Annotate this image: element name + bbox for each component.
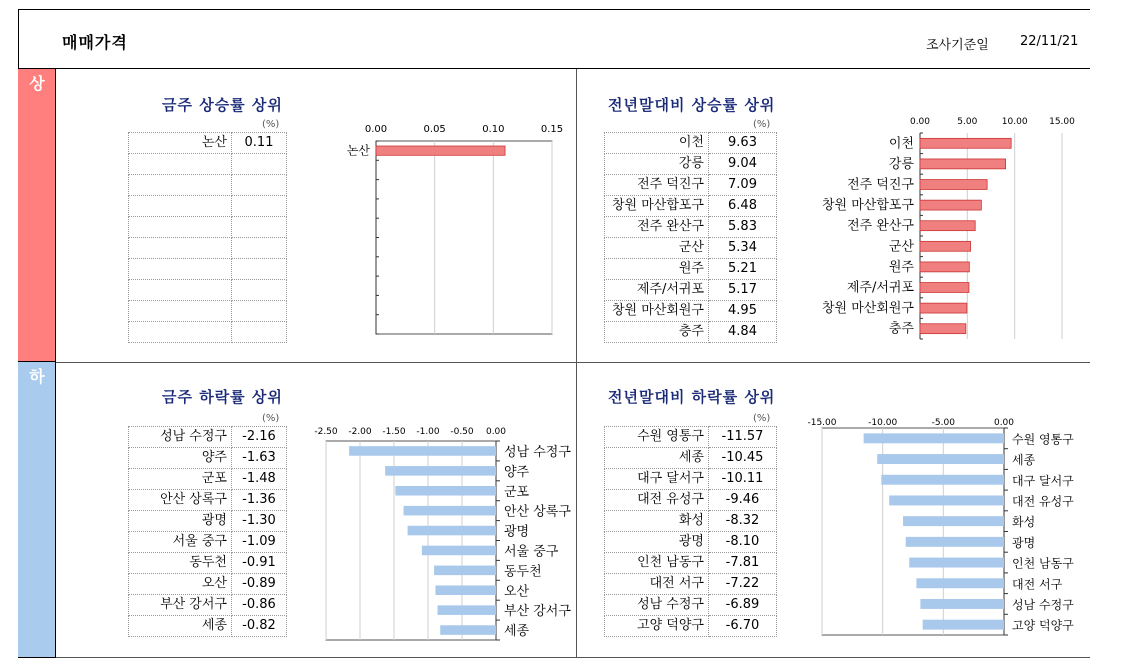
- region-name-cell: 대구 달서구: [605, 469, 709, 490]
- rate-value-cell: -8.10: [709, 532, 777, 553]
- x-tick-label: 0.05: [423, 124, 446, 135]
- ytd-fall-table: [604, 426, 777, 637]
- week-fall-title: 금주 하락률 상위: [162, 388, 283, 406]
- week-fall-unit: (%): [262, 413, 280, 424]
- ytd-fall-unit: (%): [753, 413, 771, 424]
- rate-value-cell: -7.81: [709, 553, 777, 574]
- region-name-cell: 오산: [129, 574, 232, 595]
- x-tick-label: -0.50: [450, 427, 474, 437]
- bar: [440, 625, 496, 635]
- rate-value-cell: 5.21: [709, 259, 777, 280]
- table-row: [605, 322, 777, 343]
- bar: [916, 578, 1004, 588]
- bar: [435, 585, 496, 595]
- rate-value-cell: -1.30: [232, 511, 287, 532]
- region-name-cell: [129, 154, 232, 175]
- rise-band-label: 상: [29, 74, 45, 93]
- category-label: 성남 수정구: [504, 444, 571, 460]
- bar: [906, 537, 1004, 547]
- rate-value-cell: [232, 154, 287, 175]
- table-row: [605, 301, 777, 322]
- ytd-rise-unit: (%): [753, 119, 771, 130]
- region-name-cell: [129, 322, 232, 343]
- region-name-cell: [129, 238, 232, 259]
- week-fall-table: [128, 426, 287, 637]
- x-tick-label: 0.10: [482, 124, 505, 135]
- ytd-rise-table: [604, 132, 777, 343]
- bar: [920, 262, 969, 272]
- region-name-cell: 고양 덕양구: [605, 616, 709, 637]
- table-row: [605, 553, 777, 574]
- region-name-cell: [129, 259, 232, 280]
- category-label: 광명: [1012, 535, 1036, 550]
- rate-value-cell: [232, 322, 287, 343]
- bar: [920, 324, 966, 334]
- rate-value-cell: -9.46: [709, 490, 777, 511]
- ytd-fall-chart: [796, 413, 1084, 638]
- category-label: 군포: [504, 484, 530, 500]
- rate-value-cell: -0.89: [232, 574, 287, 595]
- region-name-cell: 원주: [605, 259, 709, 280]
- rate-value-cell: [232, 238, 287, 259]
- x-tick-label: 0.00: [364, 124, 388, 135]
- week-rise-table: [128, 132, 287, 343]
- ytd-rise-chart: [790, 112, 1075, 342]
- category-label: 대전 유성구: [1012, 494, 1074, 509]
- category-label: 강릉: [888, 156, 914, 172]
- ytd-rise-title: 전년말대비 상승률 상위: [608, 96, 776, 114]
- table-row: [129, 448, 287, 469]
- table-row: [129, 595, 287, 616]
- table-row: [129, 469, 287, 490]
- category-label: 원주: [888, 259, 914, 275]
- bar: [920, 180, 987, 190]
- table-row: [129, 154, 287, 175]
- category-label: 세종: [504, 624, 530, 640]
- category-label: 대구 달서구: [1012, 473, 1074, 488]
- fall-band-label: 하: [29, 367, 45, 386]
- region-name-cell: 창원 마산회원구: [605, 301, 709, 322]
- page-title: 매매가격: [62, 33, 128, 52]
- region-name-cell: 군포: [129, 469, 232, 490]
- table-row: [129, 238, 287, 259]
- rate-value-cell: 5.83: [709, 217, 777, 238]
- table-row: [605, 259, 777, 280]
- category-label: 제주/서귀포: [846, 280, 914, 296]
- table-row: [129, 427, 287, 448]
- bar: [920, 159, 1006, 169]
- table-row: [129, 196, 287, 217]
- table-row: [129, 301, 287, 322]
- rate-value-cell: 6.48: [709, 196, 777, 217]
- rate-value-cell: [232, 301, 287, 322]
- region-name-cell: [129, 196, 232, 217]
- table-row: [129, 574, 287, 595]
- rate-value-cell: -0.86: [232, 595, 287, 616]
- region-name-cell: 성남 수정구: [605, 595, 709, 616]
- x-tick-label: -1.50: [382, 427, 406, 437]
- bar: [408, 526, 496, 536]
- rate-value-cell: -1.36: [232, 490, 287, 511]
- category-label: 전주 덕진구: [847, 177, 914, 193]
- region-name-cell: 전주 덕진구: [605, 175, 709, 196]
- bar: [920, 221, 975, 231]
- table-row: [605, 427, 777, 448]
- rise-band: [18, 69, 56, 362]
- bar: [889, 495, 1004, 505]
- bar: [349, 446, 496, 456]
- category-label: 창원 마산합포구: [821, 198, 914, 214]
- table-row: [605, 448, 777, 469]
- rate-value-cell: [232, 259, 287, 280]
- category-label: 군산: [888, 239, 914, 255]
- rate-value-cell: [232, 196, 287, 217]
- category-label: 대전 서구: [1012, 577, 1063, 592]
- bar: [920, 303, 967, 313]
- table-row: [129, 553, 287, 574]
- rate-value-cell: -10.45: [709, 448, 777, 469]
- bar: [434, 566, 496, 576]
- x-tick-label: 5.00: [957, 117, 978, 127]
- table-row: [605, 133, 777, 154]
- bar: [920, 283, 969, 293]
- bar: [864, 433, 1004, 443]
- table-row: [605, 154, 777, 175]
- table-row: [129, 175, 287, 196]
- category-label: 양주: [504, 464, 530, 480]
- bar: [404, 506, 496, 516]
- rate-value-cell: -11.57: [709, 427, 777, 448]
- x-tick-label: -10.00: [868, 418, 898, 428]
- bar: [920, 138, 1011, 148]
- category-label: 성남 수정구: [1012, 597, 1074, 612]
- region-name-cell: 대전 유성구: [605, 490, 709, 511]
- region-name-cell: 수원 영통구: [605, 427, 709, 448]
- region-name-cell: 제주/서귀포: [605, 280, 709, 301]
- rate-value-cell: 9.04: [709, 154, 777, 175]
- table-row: [129, 616, 287, 637]
- category-label: 인천 남동구: [1012, 556, 1074, 571]
- category-label: 오산: [504, 584, 530, 600]
- region-name-cell: [129, 280, 232, 301]
- bar: [920, 241, 971, 251]
- rate-value-cell: -1.48: [232, 469, 287, 490]
- x-tick-label: -2.50: [314, 427, 338, 437]
- bar: [376, 146, 505, 155]
- rate-value-cell: -0.91: [232, 553, 287, 574]
- table-row: [605, 574, 777, 595]
- bar: [903, 516, 1004, 526]
- bar: [920, 599, 1004, 609]
- bar: [909, 558, 1004, 568]
- category-label: 안산 상록구: [504, 504, 571, 520]
- table-row: [129, 217, 287, 238]
- table-row: [605, 469, 777, 490]
- table-row: [605, 511, 777, 532]
- region-name-cell: 이천: [605, 133, 709, 154]
- x-tick-label: 0.00: [485, 427, 507, 437]
- table-row: [605, 217, 777, 238]
- bar: [881, 475, 1004, 485]
- region-name-cell: 전주 완산구: [605, 217, 709, 238]
- x-tick-label: -1.00: [416, 427, 440, 437]
- rate-value-cell: 9.63: [709, 133, 777, 154]
- region-name-cell: [129, 217, 232, 238]
- bar: [395, 486, 496, 496]
- region-name-cell: 세종: [605, 448, 709, 469]
- category-label: 서울 중구: [504, 544, 559, 560]
- x-tick-label: -2.00: [348, 427, 372, 437]
- bar: [422, 546, 496, 556]
- rate-value-cell: 0.11: [232, 133, 287, 154]
- grid-divider-horizontal: [56, 362, 1090, 363]
- category-label: 창원 마산회원구: [821, 301, 914, 317]
- rate-value-cell: -2.16: [232, 427, 287, 448]
- rate-value-cell: -6.89: [709, 595, 777, 616]
- rate-value-cell: 4.95: [709, 301, 777, 322]
- table-row: [605, 175, 777, 196]
- rate-value-cell: 5.34: [709, 238, 777, 259]
- week-rise-title: 금주 상승률 상위: [162, 96, 283, 114]
- region-name-cell: 성남 수정구: [129, 427, 232, 448]
- fall-band: [18, 362, 56, 658]
- category-label: 이천: [888, 136, 914, 152]
- table-row: [129, 322, 287, 343]
- x-tick-label: -15.00: [807, 418, 837, 428]
- plot-frame: [376, 141, 552, 334]
- bar: [920, 200, 981, 210]
- table-row: [605, 196, 777, 217]
- rate-value-cell: -1.63: [232, 448, 287, 469]
- category-label: 전주 완산구: [847, 218, 914, 234]
- category-label: 광명: [504, 524, 530, 540]
- region-name-cell: 광명: [605, 532, 709, 553]
- table-row: [605, 490, 777, 511]
- x-tick-label: 0.00: [909, 117, 931, 127]
- x-tick-label: 0.00: [993, 418, 1015, 428]
- category-label: 충주: [888, 321, 914, 337]
- rate-value-cell: -0.82: [232, 616, 287, 637]
- week-rise-chart: [300, 115, 572, 345]
- category-label: 화성: [1012, 515, 1036, 530]
- grid-divider-vertical: [576, 69, 577, 658]
- category-label: 수원 영통구: [1012, 432, 1074, 447]
- region-name-cell: 안산 상록구: [129, 490, 232, 511]
- table-row: [129, 133, 287, 154]
- category-label: 동두천: [504, 564, 542, 580]
- x-tick-label: 15.00: [1049, 117, 1075, 127]
- table-row: [129, 490, 287, 511]
- table-row: [605, 616, 777, 637]
- table-row: [605, 532, 777, 553]
- bar: [923, 620, 1004, 630]
- region-name-cell: 세종: [129, 616, 232, 637]
- table-row: [129, 280, 287, 301]
- survey-date: 22/11/21: [1020, 34, 1079, 49]
- rate-value-cell: [232, 175, 287, 196]
- bar: [877, 454, 1004, 464]
- bar: [438, 605, 496, 615]
- table-row: [129, 259, 287, 280]
- x-tick-label: -5.00: [931, 418, 955, 428]
- region-name-cell: 군산: [605, 238, 709, 259]
- table-row: [605, 595, 777, 616]
- rate-value-cell: -10.11: [709, 469, 777, 490]
- region-name-cell: 화성: [605, 511, 709, 532]
- region-name-cell: 서울 중구: [129, 532, 232, 553]
- region-name-cell: 인천 남동구: [605, 553, 709, 574]
- rate-value-cell: -7.22: [709, 574, 777, 595]
- survey-date-label: 조사기준일: [926, 38, 989, 53]
- rate-value-cell: [232, 280, 287, 301]
- category-label: 고양 덕양구: [1012, 618, 1074, 633]
- rate-value-cell: 4.84: [709, 322, 777, 343]
- ytd-fall-title: 전년말대비 하락률 상위: [608, 388, 776, 406]
- region-name-cell: 동두천: [129, 553, 232, 574]
- region-name-cell: 광명: [129, 511, 232, 532]
- rate-value-cell: -6.70: [709, 616, 777, 637]
- category-label: 세종: [1012, 453, 1036, 468]
- category-label: 논산: [346, 143, 370, 158]
- x-tick-label: 10.00: [1001, 117, 1028, 127]
- region-name-cell: [129, 175, 232, 196]
- rate-value-cell: -1.09: [232, 532, 287, 553]
- region-name-cell: 대전 서구: [605, 574, 709, 595]
- rate-value-cell: -8.32: [709, 511, 777, 532]
- bar: [385, 466, 496, 476]
- region-name-cell: 창원 마산합포구: [605, 196, 709, 217]
- region-name-cell: 강릉: [605, 154, 709, 175]
- table-row: [605, 238, 777, 259]
- region-name-cell: 양주: [129, 448, 232, 469]
- grid-divider-bottom: [56, 657, 1090, 658]
- rate-value-cell: 7.09: [709, 175, 777, 196]
- category-label: 부산 강서구: [504, 604, 571, 620]
- x-tick-label: 0.15: [540, 124, 564, 135]
- week-rise-unit: (%): [262, 119, 280, 130]
- region-name-cell: 부산 강서구: [129, 595, 232, 616]
- table-row: [129, 532, 287, 553]
- rate-value-cell: [232, 217, 287, 238]
- region-name-cell: 충주: [605, 322, 709, 343]
- rate-value-cell: 5.17: [709, 280, 777, 301]
- region-name-cell: [129, 301, 232, 322]
- table-row: [129, 511, 287, 532]
- table-row: [605, 280, 777, 301]
- week-fall-chart: [300, 420, 576, 645]
- region-name-cell: 논산: [129, 133, 232, 154]
